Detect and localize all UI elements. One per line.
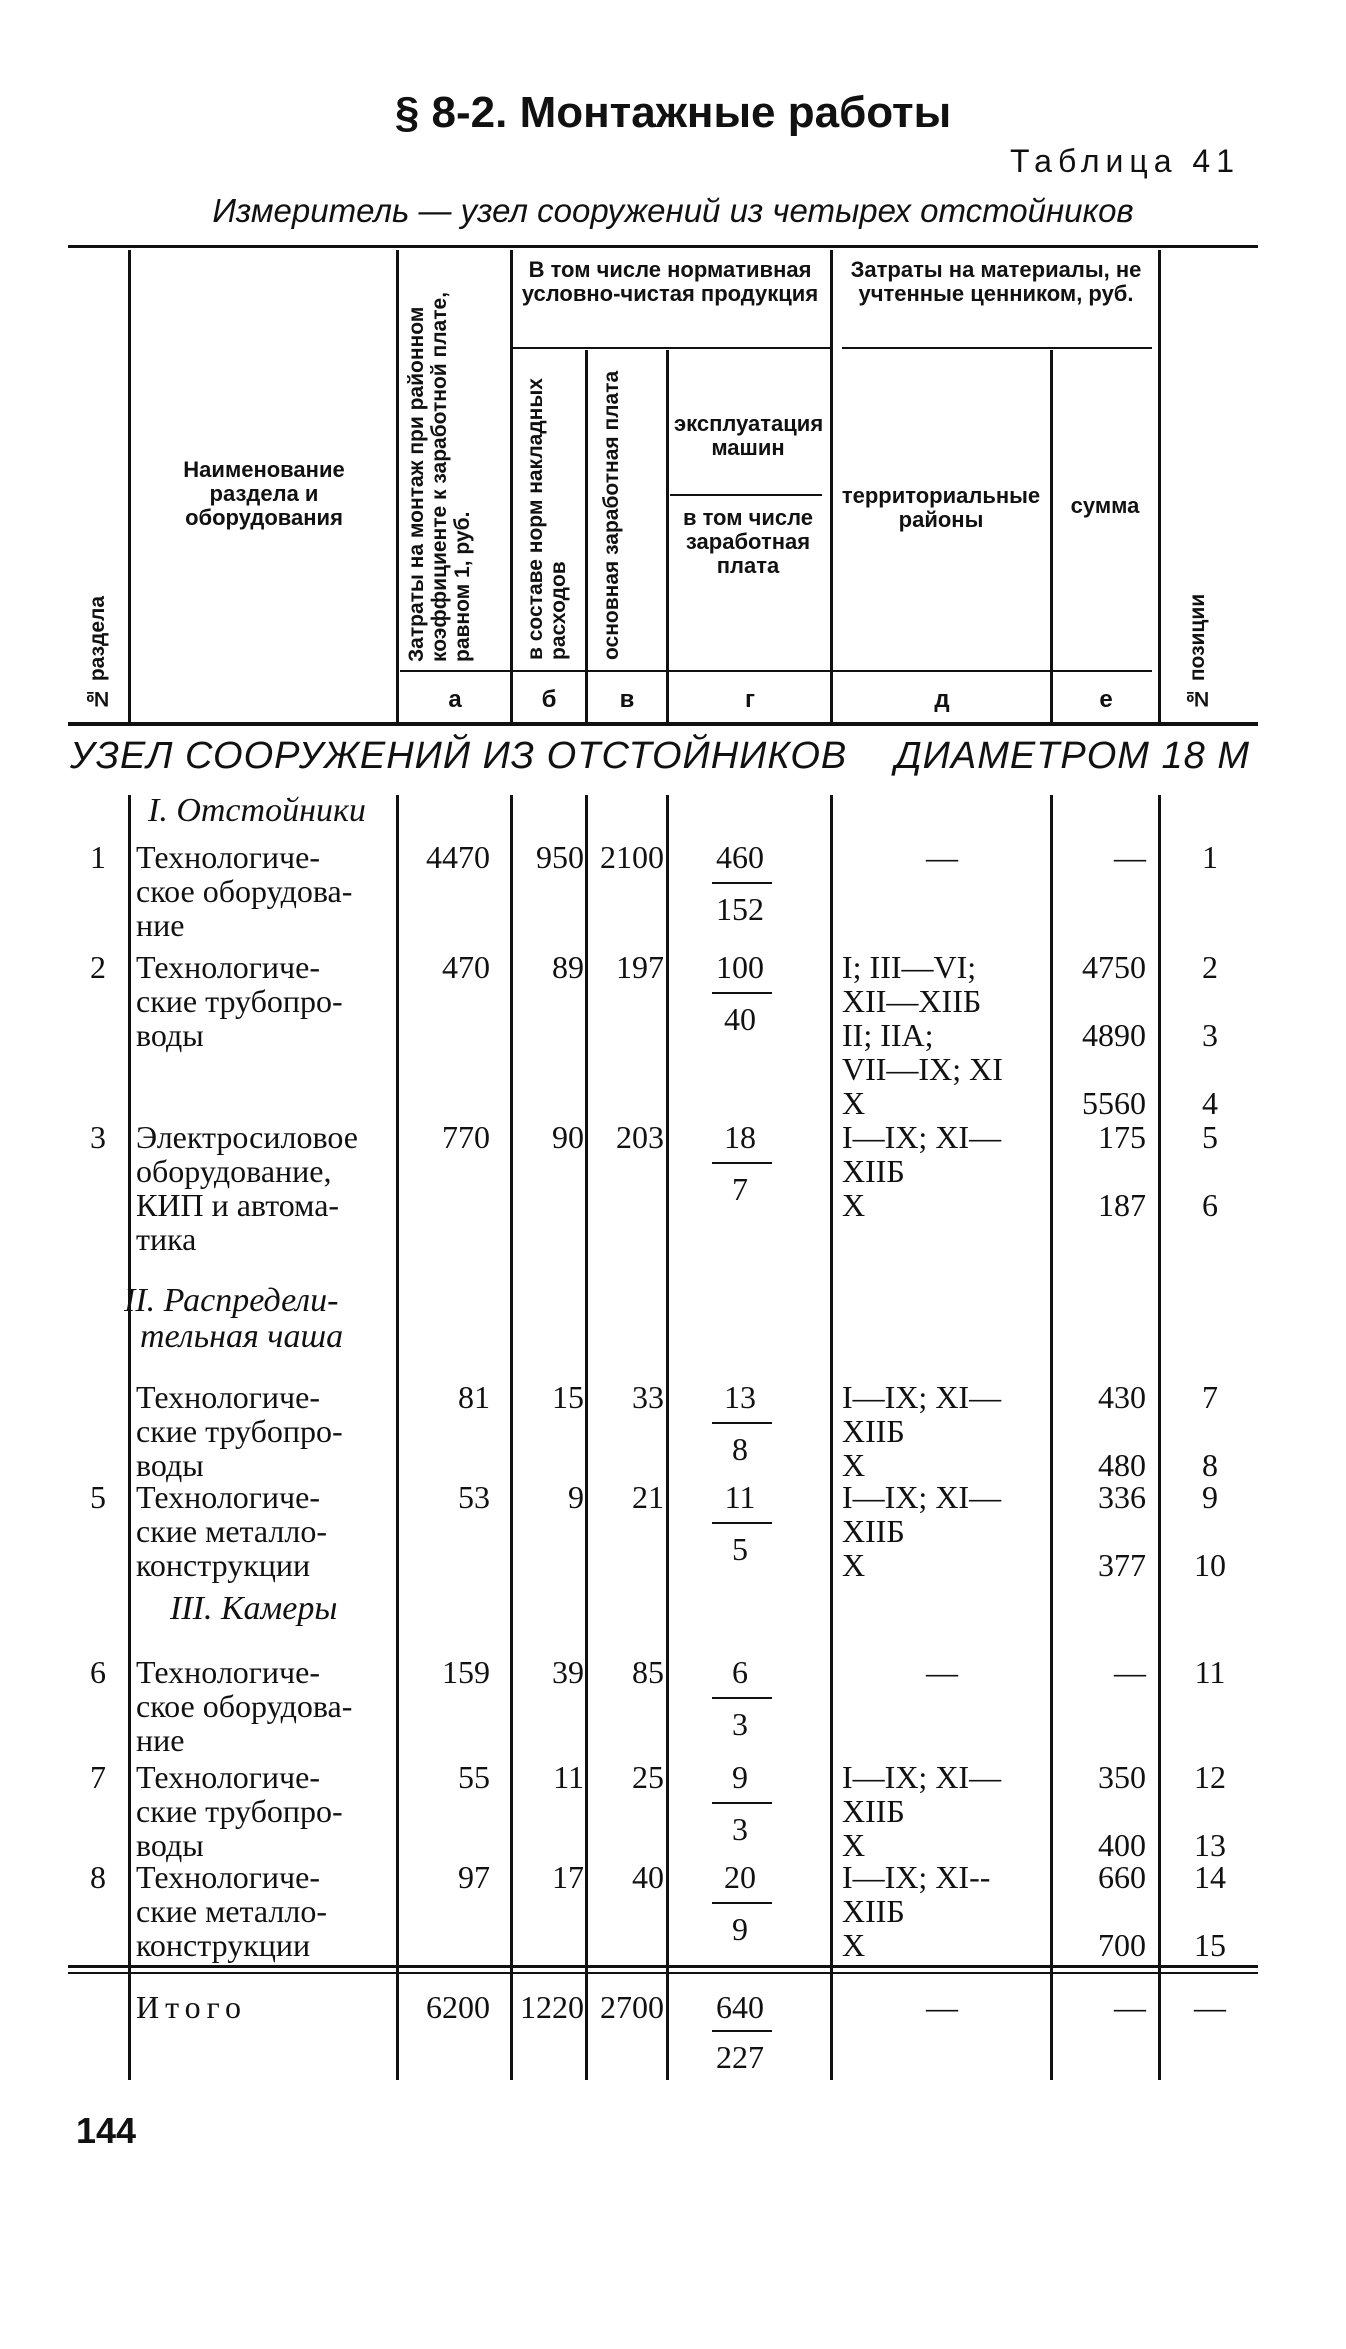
row-machines-bottom: 3 <box>732 1811 748 1847</box>
row-regions-line: XIIБ <box>842 1893 905 1929</box>
col-letter: а <box>448 686 462 713</box>
total-a: 6200 <box>426 1989 490 2025</box>
row-machines-top: 6 <box>732 1654 748 1690</box>
row-cost: 81 <box>458 1379 490 1415</box>
total-g-top: 640 <box>716 1989 764 2025</box>
row-machines-top: 100 <box>716 949 764 985</box>
row-name-line: КИП и автома- <box>136 1187 340 1223</box>
header-divider <box>1158 250 1161 722</box>
row-regions-line: — <box>926 1654 958 1690</box>
row-cost: 770 <box>442 1119 490 1155</box>
row-regions-line: XIIБ <box>842 1793 905 1829</box>
row-regions-line: I—IX; XI-- <box>842 1859 991 1895</box>
row-wage: 203 <box>616 1119 664 1155</box>
col-section-no: № раздела <box>86 595 109 710</box>
col-wage: основная заработная плата <box>600 370 623 660</box>
total-divider <box>830 1975 833 2080</box>
row-name-line: Технологиче- <box>136 1759 320 1795</box>
row-machines-bottom: 3 <box>732 1706 748 1742</box>
row-overhead: 39 <box>552 1654 584 1690</box>
row-name-line: Технологиче- <box>136 1479 320 1515</box>
row-machines-bottom: 40 <box>724 1001 756 1037</box>
body-divider <box>830 795 833 1975</box>
row-position-no: 4 <box>1202 1085 1218 1121</box>
row-sum-value: 660 <box>1098 1859 1146 1895</box>
row-position-no: 3 <box>1202 1017 1218 1053</box>
row-regions-line: X <box>842 1187 866 1223</box>
header-top-rule <box>68 245 1258 248</box>
row-cost: 159 <box>442 1654 490 1690</box>
row-overhead: 950 <box>536 839 584 875</box>
row-fraction-line <box>712 992 772 994</box>
header-divider <box>585 350 588 722</box>
row-machines-top: 460 <box>716 839 764 875</box>
row-regions-line: I—IX; XI— <box>842 1479 1002 1515</box>
body-divider <box>666 795 669 1975</box>
total-divider <box>128 1975 131 2080</box>
total-pos: — <box>1194 1989 1226 2025</box>
header-sub-rule <box>512 347 830 349</box>
body-divider <box>1050 795 1053 1975</box>
row-sum-value: 700 <box>1098 1927 1146 1963</box>
row-regions-line: VII—IX; XI <box>842 1051 1003 1087</box>
row-wage: 197 <box>616 949 664 985</box>
col-letter: в <box>619 686 635 713</box>
row-number: 8 <box>90 1859 106 1895</box>
section-heading: I. Отстойники <box>148 792 366 829</box>
row-sum-value: 336 <box>1098 1479 1146 1515</box>
row-regions-line: XIIБ <box>842 1153 905 1189</box>
row-cost: 55 <box>458 1759 490 1795</box>
row-overhead: 89 <box>552 949 584 985</box>
row-machines-bottom: 5 <box>732 1531 748 1567</box>
row-machines-top: 9 <box>732 1759 748 1795</box>
body-divider <box>1158 795 1161 1975</box>
row-position-no: 7 <box>1202 1379 1218 1415</box>
total-e: — <box>1114 1989 1146 2025</box>
section-heading: III. Камеры <box>170 1590 338 1627</box>
row-name-line: ские трубопро- <box>136 983 343 1019</box>
row-name-line: Технологиче- <box>136 949 320 985</box>
row-sum-value: 350 <box>1098 1759 1146 1795</box>
row-regions-line: I—IX; XI— <box>842 1759 1002 1795</box>
row-sum-value: 4890 <box>1082 1017 1146 1053</box>
row-fraction-line <box>712 1522 772 1524</box>
col-letter: б <box>541 686 557 713</box>
col-letter: г <box>745 686 755 713</box>
row-fraction-line <box>712 882 772 884</box>
row-fraction-line <box>712 1802 772 1804</box>
row-name-line: оборудование, <box>136 1153 332 1189</box>
row-regions-line: XIIБ <box>842 1513 905 1549</box>
col-machines: эксплуатация машин <box>674 411 824 460</box>
total-d: — <box>926 1989 958 2025</box>
row-name-line: ние <box>136 1722 185 1758</box>
row-name-line: ские металло- <box>136 1513 327 1549</box>
row-machines-top: 20 <box>724 1859 756 1895</box>
row-position-no: 13 <box>1194 1827 1226 1863</box>
header-divider <box>666 350 669 722</box>
row-regions-line: X <box>842 1827 866 1863</box>
row-fraction-line <box>712 1422 772 1424</box>
row-name-line: воды <box>136 1447 204 1483</box>
row-position-no: 15 <box>1194 1927 1226 1963</box>
total-fraction-line <box>712 2030 772 2032</box>
row-overhead: 11 <box>553 1759 584 1795</box>
row-overhead: 90 <box>552 1119 584 1155</box>
row-name-line: ние <box>136 907 185 943</box>
row-number: 3 <box>90 1119 106 1155</box>
row-fraction-line <box>712 1902 772 1904</box>
header-divider <box>396 250 399 722</box>
row-cost: 4470 <box>426 839 490 875</box>
banner-right: ДИАМЕТРОМ 18 М <box>894 735 1250 777</box>
row-name-line: ские металло- <box>136 1893 327 1929</box>
row-regions-line: X <box>842 1927 866 1963</box>
row-cost: 97 <box>458 1859 490 1895</box>
row-name-line: Электросиловое <box>136 1119 358 1155</box>
header-divider <box>830 250 833 722</box>
row-number: 5 <box>90 1479 106 1515</box>
row-regions-line: I—IX; XI— <box>842 1379 1002 1415</box>
row-name-line: Технологиче- <box>136 839 320 875</box>
row-sum-value: 5560 <box>1082 1085 1146 1121</box>
header-divider <box>128 250 131 722</box>
measure-caption: Измеритель — узел сооружений из четырех отстойников <box>212 192 1134 229</box>
row-position-no: 10 <box>1194 1547 1226 1583</box>
row-wage: 2100 <box>600 839 664 875</box>
total-divider <box>1050 1975 1053 2080</box>
header-bottom-rule <box>68 722 1258 726</box>
row-position-no: 6 <box>1202 1187 1218 1223</box>
col-position-no: № позиции <box>1186 593 1209 710</box>
row-sum-value: 377 <box>1098 1547 1146 1583</box>
row-position-no: 12 <box>1194 1759 1226 1795</box>
row-position-no: 14 <box>1194 1859 1226 1895</box>
row-number: 6 <box>90 1654 106 1690</box>
col-letter: д <box>934 686 950 713</box>
row-machines-top: 18 <box>724 1119 756 1155</box>
row-sum-value: — <box>1114 839 1146 875</box>
row-machines-bottom: 152 <box>716 891 764 927</box>
row-fraction-line <box>712 1162 772 1164</box>
row-name-line: воды <box>136 1017 204 1053</box>
total-rule <box>68 1972 1258 1974</box>
col-materials-group: Затраты на материалы, не учтенные ценником, руб. <box>850 257 1142 306</box>
row-sum-value: 430 <box>1098 1379 1146 1415</box>
row-machines-top: 11 <box>724 1479 756 1515</box>
row-sum-value: 480 <box>1098 1447 1146 1483</box>
row-wage: 25 <box>632 1759 664 1795</box>
row-sum-value: — <box>1114 1654 1146 1690</box>
row-number: 7 <box>90 1759 106 1795</box>
row-machines-bottom: 8 <box>732 1431 748 1467</box>
row-sum-value: 187 <box>1098 1187 1146 1223</box>
row-regions-line: I—IX; XI— <box>842 1119 1002 1155</box>
total-v: 2700 <box>600 1989 664 2025</box>
table-banner <box>70 735 1250 778</box>
row-name-line: Технологиче- <box>136 1859 320 1895</box>
col-incl-group: В том числе нормативная условно-чистая продукция <box>521 257 819 306</box>
header-sub-rule <box>670 494 822 496</box>
row-name-line: ское оборудова- <box>136 873 353 909</box>
section-heading: тельная чаша <box>140 1318 344 1355</box>
section-heading: II. Распредели- <box>124 1282 339 1319</box>
row-wage: 21 <box>632 1479 664 1515</box>
col-letter: е <box>1099 686 1113 713</box>
row-position-no: 11 <box>1194 1654 1226 1690</box>
col-overhead: в составе норм накладных расходов <box>524 378 570 660</box>
total-label: Итого <box>136 1989 247 2025</box>
row-wage: 33 <box>632 1379 664 1415</box>
total-divider <box>1158 1975 1161 2080</box>
row-regions-line: X <box>842 1447 866 1483</box>
body-divider <box>128 795 131 1975</box>
row-sum-value: 175 <box>1098 1119 1146 1155</box>
row-wage: 40 <box>632 1859 664 1895</box>
row-name-line: ское оборудова- <box>136 1688 353 1724</box>
row-sum-value: 4750 <box>1082 949 1146 985</box>
page-number: 144 <box>76 2110 137 2151</box>
row-position-no: 8 <box>1202 1447 1218 1483</box>
row-overhead: 9 <box>568 1479 584 1515</box>
row-number: 2 <box>90 949 106 985</box>
row-position-no: 5 <box>1202 1119 1218 1155</box>
col-machines-wage: в том числе заработная плата <box>682 505 814 578</box>
section-title: § 8-2. Монтажные работы <box>394 88 952 137</box>
row-name-line: тика <box>136 1221 197 1257</box>
total-b: 1220 <box>520 1989 584 2025</box>
row-regions-line: XII—XIIБ <box>842 983 982 1019</box>
row-name-line: конструкции <box>136 1927 311 1963</box>
header-divider <box>510 250 513 722</box>
row-name-line: воды <box>136 1827 204 1863</box>
row-machines-bottom: 7 <box>732 1171 748 1207</box>
total-g-bot: 227 <box>716 2039 764 2075</box>
row-overhead: 15 <box>552 1379 584 1415</box>
row-fraction-line <box>712 1697 772 1699</box>
row-name-line: конструкции <box>136 1547 311 1583</box>
total-divider <box>666 1975 669 2080</box>
header-divider <box>1050 350 1053 722</box>
total-rule <box>68 1965 1258 1968</box>
col-name: Наименование раздела и оборудования <box>183 457 345 530</box>
row-regions-line: XIIБ <box>842 1413 905 1449</box>
row-name-line: Технологиче- <box>136 1654 320 1690</box>
row-name-line: ские трубопро- <box>136 1793 343 1829</box>
row-regions-line: — <box>926 839 958 875</box>
banner-left: УЗЕЛ СООРУЖЕНИЙ ИЗ ОТСТОЙНИКОВ <box>70 735 848 777</box>
row-wage: 85 <box>632 1654 664 1690</box>
row-position-no: 9 <box>1202 1479 1218 1515</box>
col-regions: территориальные районы <box>841 483 1041 532</box>
header-sub-rule <box>400 670 1152 672</box>
row-cost: 470 <box>442 949 490 985</box>
body-divider <box>396 795 399 1975</box>
table-label: Таблица 41 <box>1010 143 1240 179</box>
row-number: 1 <box>90 839 106 875</box>
row-regions-line: X <box>842 1085 866 1121</box>
row-position-no: 1 <box>1202 839 1218 875</box>
col-cost: Затраты на монтаж при районном коэффициенте к заработной плате, равном 1, руб. <box>405 291 474 662</box>
row-regions-line: X <box>842 1547 866 1583</box>
row-name-line: Технологиче- <box>136 1379 320 1415</box>
row-overhead: 17 <box>552 1859 584 1895</box>
row-sum-value: 400 <box>1098 1827 1146 1863</box>
row-position-no: 2 <box>1202 949 1218 985</box>
row-cost: 53 <box>458 1479 490 1515</box>
total-divider <box>396 1975 399 2080</box>
row-machines-bottom: 9 <box>732 1911 748 1947</box>
header-sub-rule <box>842 347 1152 349</box>
row-machines-top: 13 <box>724 1379 756 1415</box>
row-regions-line: I; III—VI; <box>842 949 977 985</box>
row-name-line: ские трубопро- <box>136 1413 343 1449</box>
row-regions-line: II; IIА; <box>842 1017 934 1053</box>
col-sum: сумма <box>1070 493 1140 518</box>
